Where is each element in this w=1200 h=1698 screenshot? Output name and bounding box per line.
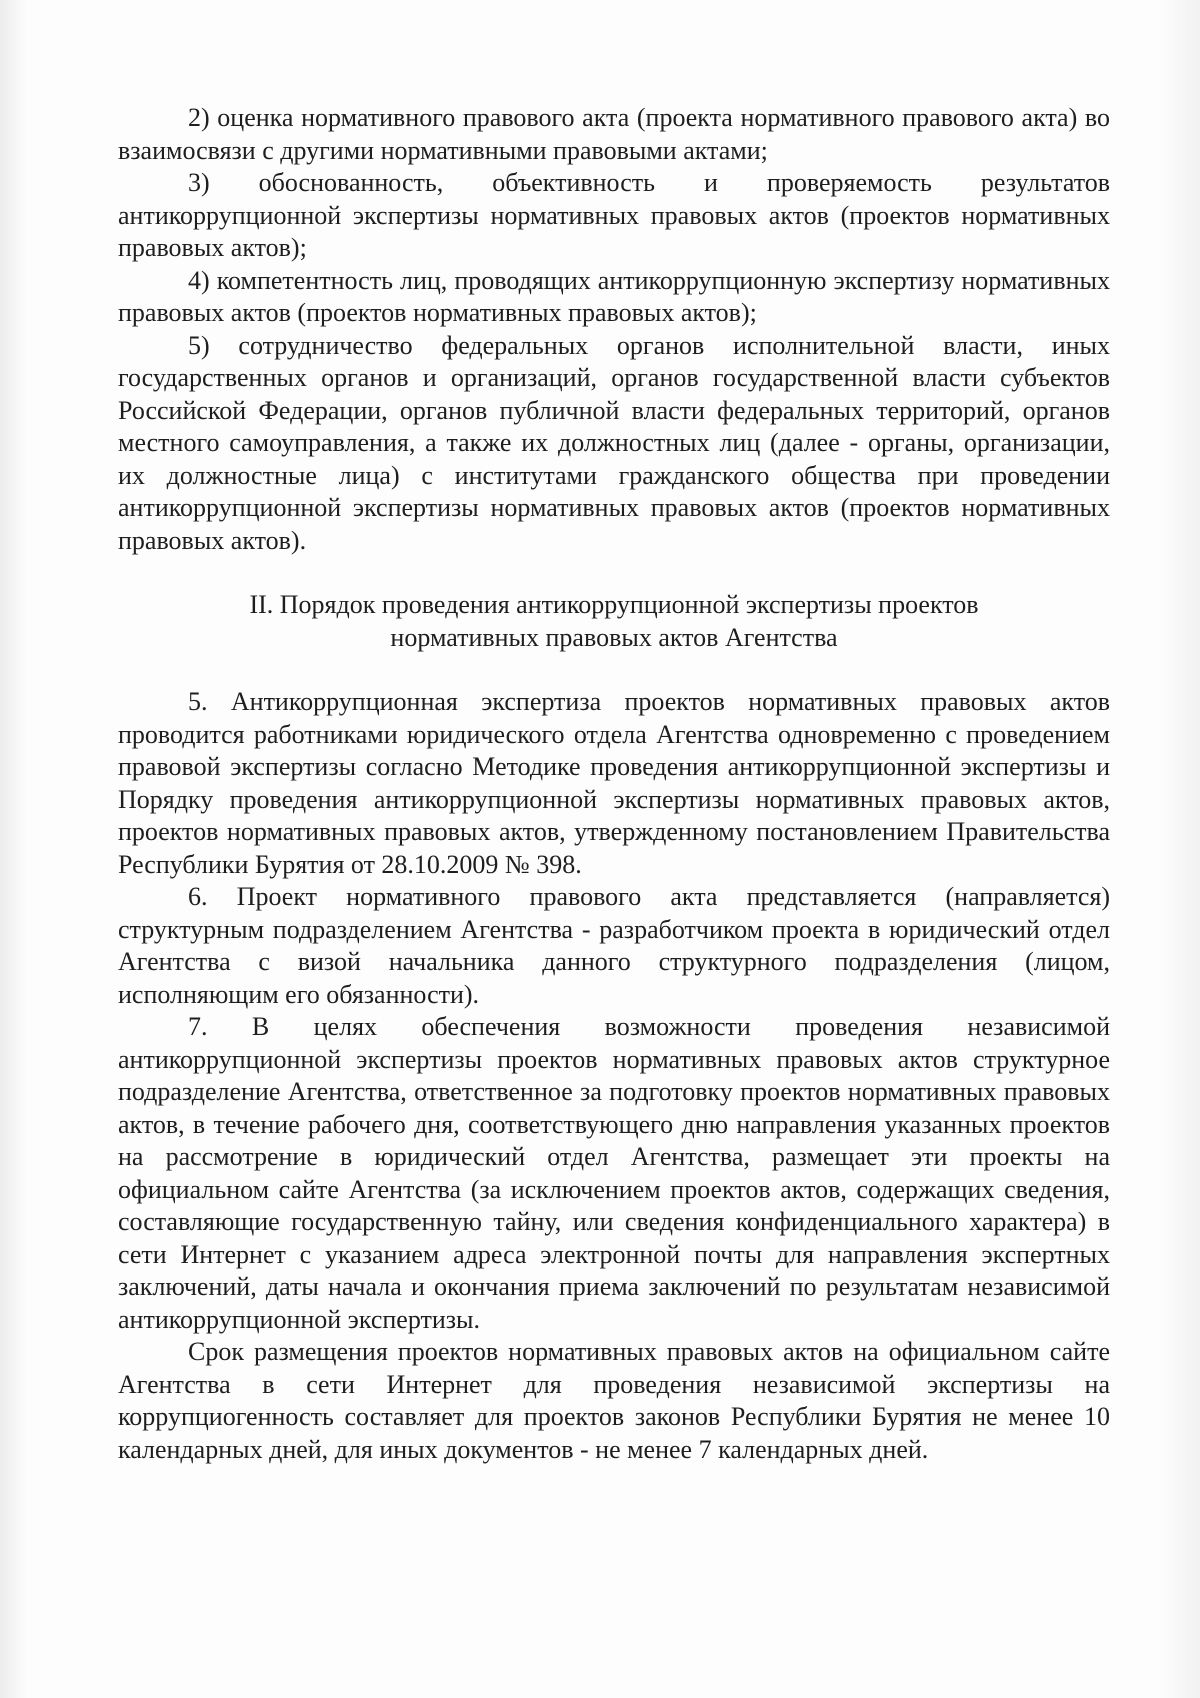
paragraph-clause-6: 6. Проект нормативного правового акта представляется (направляется) структурным подразделением Агентства - разработчиком проекта в юридический отдел Агентства с визой начальника данного структурного подразделения (лицом, исполняющим его обязанности). <box>118 882 1110 1009</box>
scan-edge-right <box>1160 0 1200 1698</box>
paragraph-item-5: 5) сотрудничество федеральных органов исполнительной власти, иных государственных органов и организаций, органов государственной власти субъектов Российской Федерации, органов публичной власти федеральных территорий, органов местного самоуправления, а также их должностных лиц (далее - органы, организации, их должностные лица) с институтами гражданского общества при проведении антикоррупционной экспертизы нормативных правовых актов (проектов нормативных правовых актов). <box>118 330 1110 555</box>
section-heading <box>118 589 1110 654</box>
paragraph-clause-7-term: Срок размещения проектов нормативных правовых актов на официальном сайте Агентства в сети Интернет для проведения независимой экспертизы на коррупциогенность составляет для проектов законов Республики Бурятия не менее 10 календарных дней, для иных документов - не менее 7 календарных дней. <box>118 1337 1110 1464</box>
paragraph-item-3: 3) обоснованность, объективность и проверяемость результатов антикоррупционной экспертизы нормативных правовых актов (проектов нормативных правовых актов); <box>118 168 1110 262</box>
section-heading-line-1: II. Порядок проведения антикоррупционной экспертизы проектов <box>249 590 979 619</box>
paragraph-item-4: 4) компетентность лиц, проводящих антикоррупционную экспертизу нормативных правовых актов (проектов нормативных правовых актов); <box>118 265 1110 327</box>
scan-edge-left <box>0 0 28 1698</box>
section-heading-line-2: нормативных правовых актов Агентства <box>390 622 838 652</box>
paragraph-clause-5: 5. Антикоррупционная экспертиза проектов нормативных правовых актов проводится работниками юридического отдела Агентства одновременно с проведением правовой экспертизы согласно Методике проведения антикоррупционной экспертизы и Порядку проведения антикоррупционной экспертизы нормативных правовых актов, проектов нормативных правовых актов, утвержденному постановлением Правительства Республики Бурятия от 28.10.2009 № 398. <box>118 687 1110 879</box>
paragraph-item-2: 2) оценка нормативного правового акта (проекта нормативного правового акта) во взаимосвязи с другими нормативными правовыми актами; <box>118 103 1110 165</box>
paragraph-clause-7: 7. В целях обеспечения возможности проведения независимой антикоррупционной экспертизы проектов нормативных правовых актов структурное подразделение Агентства, ответственное за подготовку проектов нормативных правовых актов, в течение рабочего дня, соответствующего дню направления указанных проектов на рассмотрение в юридический отдел Агентства, размещает эти проекты на официальном сайте Агентства (за исключением проектов актов, содержащих сведения, составляющие государственную тайну, или сведения конфиденциального характера) в сети Интернет с указанием адреса электронной почты для направления экспертных заключений, даты начала и окончания приема заключений по результатам независимой антикоррупционной экспертизы. <box>118 1012 1110 1334</box>
document-body <box>118 102 1110 1466</box>
